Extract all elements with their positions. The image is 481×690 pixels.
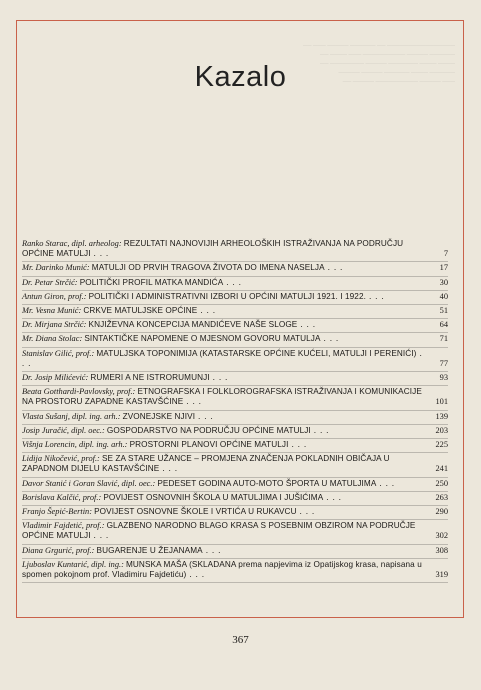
toc-entry-author: Višnja Lorencin, dipl. ing. arh.:	[22, 440, 128, 450]
leader-dots: . . .	[90, 531, 110, 541]
toc-entry[interactable]	[22, 520, 448, 544]
leader-dots: . . .	[195, 411, 214, 421]
toc-entry[interactable]	[22, 277, 448, 291]
toc-entry-title: KNJIŽEVNA KONCEPCIJA MANDIĆEVE NAŠE SLOGE	[88, 320, 298, 330]
toc-entry-author: Diana Grgurić, prof.:	[22, 545, 95, 555]
leader-dots: . . .	[310, 425, 330, 435]
toc-entry-text	[22, 454, 424, 474]
leader-dots: . . .	[209, 373, 229, 383]
toc-entry-page: 241	[435, 464, 448, 474]
toc-entry[interactable]	[22, 545, 448, 559]
toc-entry-text	[22, 349, 424, 369]
toc-entry-title: GLAZBENO NARODNO BLAGO KRASA S POSEBNIM OBZIROM NA PODRUČJE OPĆINE MATULJI	[22, 521, 416, 541]
toc-entry-text	[22, 507, 424, 517]
leader-dots: . . .	[323, 492, 342, 502]
toc-entry-page: 51	[439, 306, 448, 316]
toc-entry-author: Vlasta Sušanj, dipl. ing. arh.:	[22, 411, 121, 421]
leader-dots: . . .	[197, 306, 216, 316]
toc-entry-title: POVIJEST OSNOVNE ŠKOLE I VRTIĆA U RUKAVCU	[94, 507, 297, 517]
show-through-text: ──────────────── ── ────── ───── ─── ── ────── ───── ────────── ─── ──── ── ──── ──── ─────── ───── ──────── ── ────── ──── ────── ───── ───── ─── ───── ────────── ───── ──	[302, 43, 455, 85]
toc-entry-title: RUMERI A NE ISTRORUMUNJI	[90, 373, 210, 383]
toc-entry[interactable]	[22, 372, 448, 386]
toc-entry-title: MATULJSKA TOPONIMIJA (KATASTARSKE OPĆINE KUĆELI, MATULJI I PERENIĆI)	[96, 348, 417, 358]
leader-dots: . . .	[183, 397, 202, 407]
toc-entry-page: 101	[435, 397, 448, 407]
toc-entry[interactable]	[22, 262, 448, 276]
toc-entry-title: SINTAKTIČKE NAPOMENE O MJESNOM GOVORU MATULJA	[84, 334, 321, 344]
toc-entry-title: ZVONEJSKE NJIVI	[122, 411, 196, 421]
toc-entry-page: 71	[439, 334, 448, 344]
leader-dots: . . .	[296, 507, 316, 517]
leader-dots: . . .	[320, 334, 340, 344]
toc-entry-author: Ljuboslav Kuntarić, dipl. ing.:	[22, 559, 124, 569]
leader-dots: . . .	[376, 478, 395, 488]
toc-entry-title: MATULJI OD PRVIH TRAGOVA ŽIVOTA DO IMENA NASELJA	[91, 263, 325, 273]
toc-entry-text	[22, 292, 424, 302]
toc-entry[interactable]	[22, 506, 448, 520]
toc-entry-text	[22, 521, 424, 541]
leader-dots: . . .	[22, 348, 423, 368]
page-number: 367	[232, 634, 249, 646]
toc-entry[interactable]	[22, 305, 448, 319]
toc-entry-text	[22, 546, 424, 556]
toc-entry-title: ETNOGRAFSKA I FOLKLOROGRAFSKA ISTRAŽIVANJA I KOMUNIKACIJE NA PROSTORU ZAPADNE KASTAVŠĆINE	[22, 387, 422, 407]
toc-entry-page: 93	[439, 373, 448, 383]
toc-entry[interactable]	[22, 559, 448, 583]
leader-dots: . . .	[297, 320, 316, 330]
toc-entry[interactable]	[22, 492, 448, 506]
toc-entry-author: Franjo Šepić-Bertin:	[22, 507, 93, 517]
toc-entry-page: 302	[435, 531, 448, 541]
toc-entry-page: 308	[435, 545, 448, 555]
toc-entry-title: SE ZA STARE UŽANCE – PROMJENA ZNAČENJA POKLADNIH OBIČAJA U ZAPADNOM DIJELU KASTAVŠĆINE	[22, 454, 390, 474]
toc-entry[interactable]	[22, 333, 448, 347]
toc-entry-page: 40	[439, 291, 448, 301]
toc-entry-title: GOSPODARSTVO NA PODRUČJU OPĆINE MATULJI	[106, 425, 311, 435]
toc-entry-text	[22, 560, 424, 580]
toc-entry[interactable]	[22, 386, 448, 410]
leader-dots: . . .	[159, 464, 178, 474]
leader-dots: . . .	[288, 440, 308, 450]
leader-dots: . . .	[186, 570, 205, 580]
toc-entry-text	[22, 263, 424, 273]
toc-entry-author: Ranko Starac, dipl. arheolog:	[22, 239, 122, 248]
toc-entry-title: POVIJEST OSNOVNIH ŠKOLA U MATULJIMA I JUŠIĆIMA	[103, 492, 324, 502]
toc-entry[interactable]	[22, 238, 448, 262]
leader-dots: . . .	[324, 263, 344, 273]
toc-entry-text	[22, 320, 424, 330]
toc-entry[interactable]	[22, 319, 448, 333]
toc-entry-page: 250	[435, 478, 448, 488]
toc-entry-author: Dr. Petar Strčić:	[22, 277, 78, 287]
leader-dots: . . .	[202, 545, 222, 555]
toc-entry-author: Dr. Mirjana Strčić:	[22, 320, 87, 330]
toc-entry-text	[22, 440, 424, 450]
toc-entry-title: POLITIČKI PROFIL MATKA MANDIĆA	[79, 277, 224, 287]
toc-entry-text	[22, 493, 424, 503]
toc-entry-text	[22, 479, 424, 489]
toc-entry-author: Dr. Josip Milićević:	[22, 373, 89, 383]
toc-entry-page: 64	[439, 320, 448, 330]
toc-entry-text	[22, 278, 424, 288]
toc-entry-title: MUNSKA MAŠA (SKLADANA prema napjevima iz Opatijskog krasa, napisana u spomen pokojnom prof. Vladimiru Fajdetiću)	[22, 559, 422, 580]
toc-entry-page: 139	[435, 411, 448, 421]
toc-entry-author: Borislava Kalčić, prof.:	[22, 492, 102, 502]
toc-entry-author: Beata Gotthardi-Pavlovsky, prof.:	[22, 387, 136, 397]
toc-entry-text	[22, 426, 424, 436]
toc-entry-author: Lidija Nikočević, prof.:	[22, 454, 100, 464]
toc-entry-page: 290	[435, 507, 448, 517]
toc-entry-page: 225	[435, 440, 448, 450]
leader-dots: . . .	[365, 291, 385, 301]
toc-entry-text	[22, 239, 424, 259]
toc-entry[interactable]	[22, 453, 448, 477]
toc-entry-author: Mr. Diana Stolac:	[22, 334, 83, 344]
toc-entry-title: REZULTATI NAJNOVIJIH ARHEOLOŠKIH ISTRAŽIVANJA NA PODRUČJU OPĆINE MATULJI	[22, 239, 404, 259]
toc-entry-text	[22, 412, 424, 422]
toc-entry-title: BUGARENJE U ŽEJANAMA	[96, 545, 203, 555]
toc-entry-author: Antun Giron, prof.:	[22, 291, 87, 301]
toc-entry[interactable]	[22, 411, 448, 425]
toc-entry[interactable]	[22, 291, 448, 305]
toc-entry-author: Vladimir Fajdetić, prof.:	[22, 521, 105, 531]
toc-entry-text	[22, 334, 424, 344]
toc-entry-page: 263	[435, 492, 448, 502]
toc-entry[interactable]	[22, 439, 448, 453]
toc-entry-title: CRKVE MATULJSKE OPĆINE	[83, 306, 198, 316]
toc-entry-author: Mr. Darinko Munić:	[22, 263, 90, 273]
toc-entry-author: Stanislav Gilić, prof.:	[22, 348, 95, 358]
toc-entry-page: 30	[439, 277, 448, 287]
toc-entry-author: Josip Juračić, dipl. oec.:	[22, 425, 105, 435]
toc-entry-page: 7	[443, 249, 448, 259]
toc-entry-page: 17	[439, 263, 448, 273]
toc-entry[interactable]	[22, 348, 448, 372]
toc-entry-title: PEDESET GODINA AUTO-MOTO ŠPORTA U MATULJIMA	[157, 478, 377, 488]
toc-entry[interactable]	[22, 425, 448, 439]
toc-entry[interactable]	[22, 478, 448, 492]
toc-entry-title: POLITIČKI I ADMINISTRATIVNI IZBORI U OPĆINI MATULJI 1921. I 1922.	[88, 291, 366, 301]
toc-entry-title: PROSTORNI PLANOVI OPĆINE MATULJI	[129, 440, 289, 450]
page-title: Kazalo	[194, 61, 287, 94]
leader-dots: . . .	[90, 249, 110, 259]
toc-entry-page: 319	[435, 570, 448, 580]
toc-entry-text	[22, 387, 424, 407]
table-of-contents	[22, 238, 448, 583]
toc-entry-author: Davor Stanić i Goran Slavić, dipl. oec.:	[22, 478, 156, 488]
toc-entry-author: Mr. Vesna Munić:	[22, 306, 82, 316]
toc-entry-text	[22, 306, 424, 316]
toc-entry-page: 77	[439, 358, 448, 368]
toc-entry-text	[22, 373, 424, 383]
leader-dots: . . .	[223, 277, 242, 287]
toc-entry-page: 203	[435, 425, 448, 435]
